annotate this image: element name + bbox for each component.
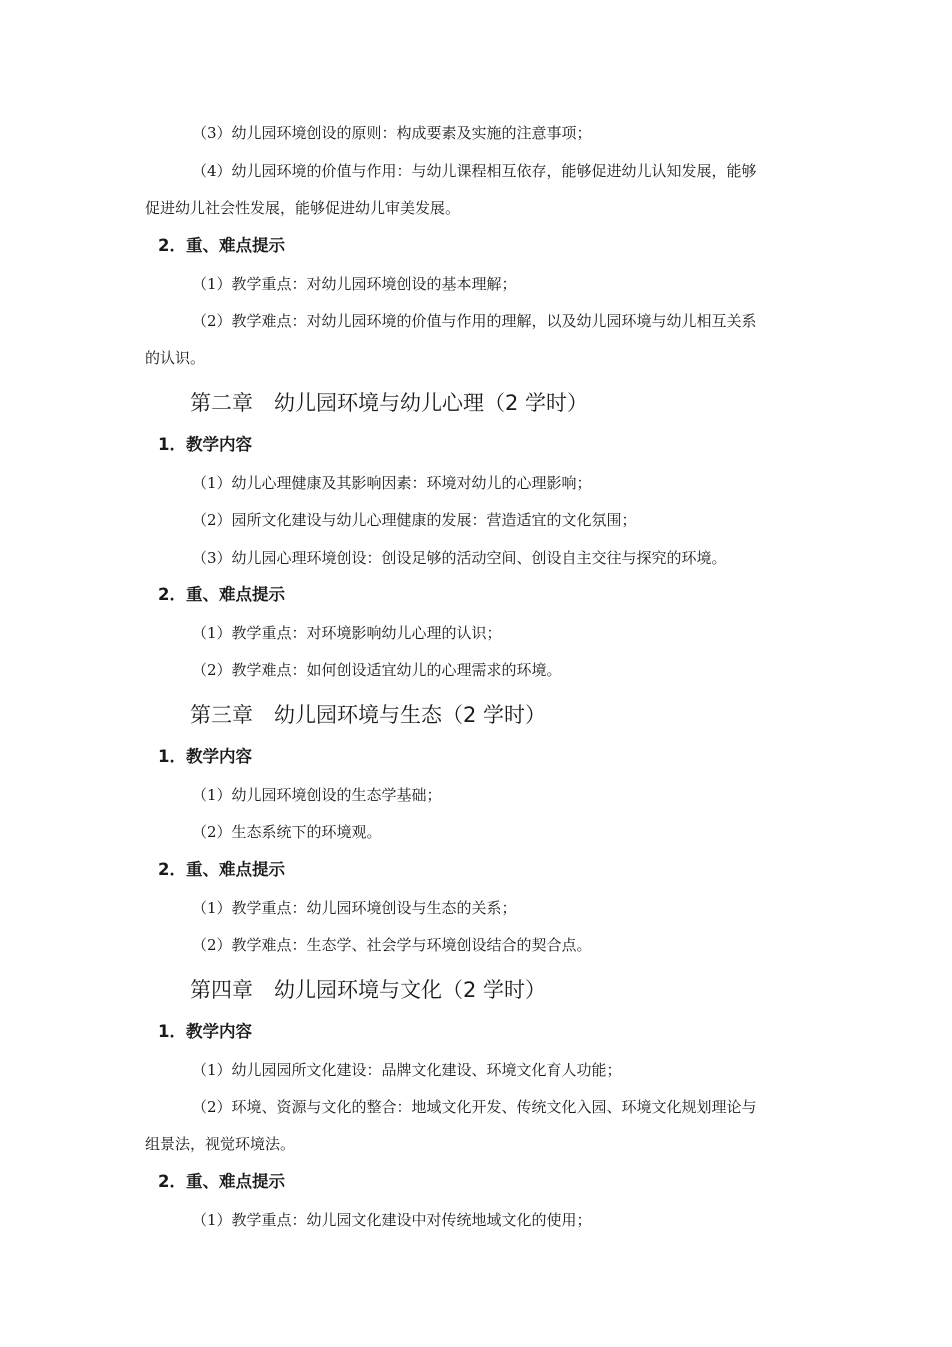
- chapter-title-2: 第二章 幼儿园环境与幼儿心理（2 学时）: [190, 391, 589, 415]
- section-heading-key-points: 2．重、难点提示: [158, 585, 285, 604]
- chapter-title-4: 第四章 幼儿园环境与文化（2 学时）: [190, 978, 547, 1002]
- paragraph-content-1: （1）幼儿心理健康及其影响因素：环境对幼儿的心理影响；: [192, 474, 592, 492]
- paragraph-value-function: （4）幼儿园环境的价值与作用：与幼儿课程相互依存，能够促进幼儿认知发展，能够: [192, 162, 757, 180]
- chapter-title-3: 第三章 幼儿园环境与生态（2 学时）: [190, 703, 547, 727]
- section-heading-key-points: 2．重、难点提示: [158, 860, 285, 879]
- paragraph-content-2: （2）环境、资源与文化的整合：地域文化开发、传统文化入园、环境文化规划理论与: [192, 1098, 757, 1116]
- paragraph-key-point: （1）教学重点：幼儿园文化建设中对传统地域文化的使用；: [192, 1211, 592, 1229]
- section-heading-content: 1．教学内容: [158, 435, 252, 454]
- paragraph-content-2-cont: 组景法，视觉环境法。: [145, 1135, 296, 1153]
- paragraph-value-function-cont: 促进幼儿社会性发展，能够促进幼儿审美发展。: [145, 199, 461, 217]
- paragraph-difficult-point: （2）教学难点：对幼儿园环境的价值与作用的理解，以及幼儿园环境与幼儿相互关系: [192, 312, 757, 330]
- paragraph-content-1: （1）幼儿园环境创设的生态学基础；: [192, 786, 442, 804]
- section-heading-key-points: 2．重、难点提示: [158, 1172, 285, 1191]
- paragraph-difficult-point: （2）教学难点：生态学、社会学与环境创设结合的契合点。: [192, 936, 592, 954]
- paragraph-content-2: （2）生态系统下的环境观。: [192, 823, 382, 841]
- paragraph-difficult-point: （2）教学难点：如何创设适宜幼儿的心理需求的环境。: [192, 661, 562, 679]
- paragraph-key-point: （1）教学重点：对环境影响幼儿心理的认识；: [192, 624, 502, 642]
- section-heading-content: 1．教学内容: [158, 1022, 252, 1041]
- paragraph-difficult-point-cont: 的认识。: [145, 349, 206, 367]
- paragraph-content-1: （1）幼儿园园所文化建设：品牌文化建设、环境文化育人功能；: [192, 1061, 622, 1079]
- paragraph-principles: （3）幼儿园环境创设的原则：构成要素及实施的注意事项；: [192, 124, 592, 142]
- paragraph-content-2: （2）园所文化建设与幼儿心理健康的发展：营造适宜的文化氛围；: [192, 511, 637, 529]
- paragraph-key-point: （1）教学重点：对幼儿园环境创设的基本理解；: [192, 275, 517, 293]
- section-heading-key-points: 2．重、难点提示: [158, 236, 285, 255]
- section-heading-content: 1．教学内容: [158, 747, 252, 766]
- paragraph-content-3: （3）幼儿园心理环境创设：创设足够的活动空间、创设自主交往与探究的环境。: [192, 549, 727, 567]
- paragraph-key-point: （1）教学重点：幼儿园环境创设与生态的关系；: [192, 899, 517, 917]
